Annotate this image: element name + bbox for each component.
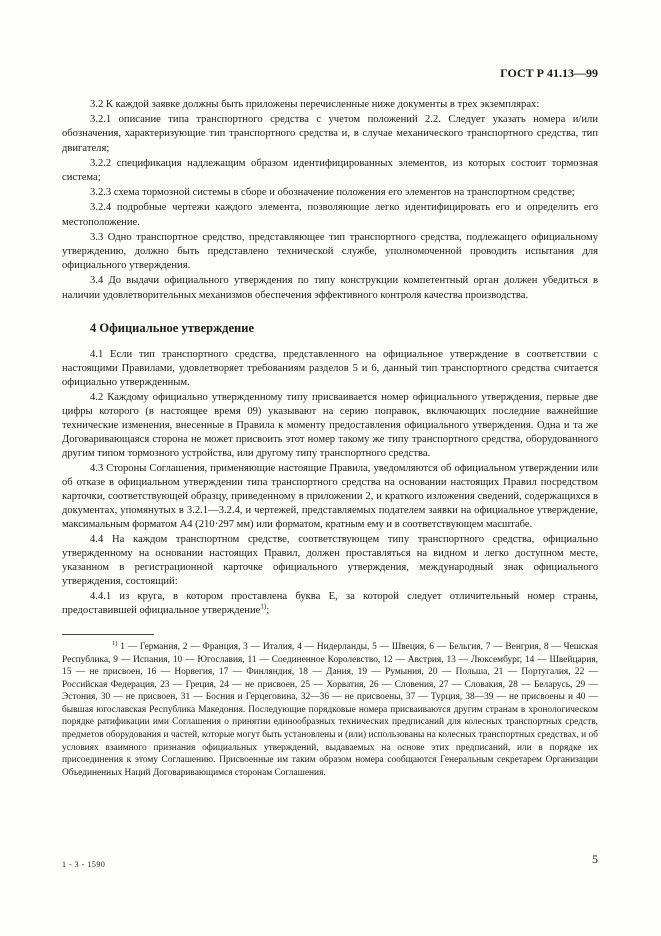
paragraph-4-2: 4.2 Каждому официально утвержденному типу присваивается номер официального утверждения, первые две цифры которого (в настоящее время 09) указывают на серию поправок, включающих последние важнейшие технические изменения, внесенные в Правила к моменту предоставления официального утверждения. Одна и та же Договаривающаяся сторона не может присвоить этот номер такому же типу транспортного средства, оборудованного другим типом тормозного устройства, или другому типу транспортного средства.	[62, 391, 598, 460]
paragraph-3-2-3: 3.2.3 схема тормозной системы в сборе и обозначение положения его элементов на транспортном средстве;	[90, 187, 575, 199]
paragraph-3-2: 3.2 К каждой заявке должны быть приложены перечисленные ниже документы в трех экземплярах:	[90, 99, 540, 110]
footnote-mark: 1)	[112, 639, 118, 647]
paragraph-3-4: 3.4 До выдачи официального утверждения по типу конструкции компетентный орган должен убедиться в наличии удовлетворительных механизмов обеспечения эффективного контроля качества производства.	[62, 275, 598, 301]
footnote	[62, 641, 598, 780]
paragraph-4-4-1-text: 4.4.1 из круга, в котором проставлена буква Е, за которой следует отличительный номер страны, предоставившей официальное утверждение	[62, 590, 598, 616]
footnote-divider	[62, 634, 154, 635]
paragraph-4-4-1-end: ;	[266, 604, 270, 616]
paragraph-4-3: 4.3 Стороны Соглашения, применяющие настоящие Правила, уведомляются об официальном утверждении или об отказе в официальном утверждении типа транспортного средства на основании настоящих Правил посредством карточки, соответствующей образцу, приведенному в приложении 2, и краткого изложения сведений, содержащихся в документах, упомянутых в 3.2.1—3.2.4, и чертежей, представляемых подателем заявки на официальное утверждение, максимальным форматом А4 (210·297 мм) или форматом, кратным ему и в соответствующем масштабе.	[62, 462, 598, 531]
footnote-reference: 1)	[260, 602, 267, 611]
paragraph-3-2-4: 3.2.4 подробные чертежи каждого элемента, позволяющие легко идентифицировать его и определить его местоположение.	[62, 202, 598, 228]
document-body	[62, 98, 598, 779]
section-title: 4 Официальное утверждение	[90, 320, 254, 335]
paragraph-4-4-1	[62, 590, 598, 618]
print-code: 1 - 3 - 1590	[62, 860, 106, 869]
paragraph-3-2-1: 3.2.1 описание типа транспортного средства с учетом положений 2.2. Следует указать номера и/или обозначения, характеризующие тип транспортного средства и, в случае механического транспортного средства, тип двигателя;	[62, 114, 598, 154]
paragraph-3-2-2: 3.2.2 спецификация надлежащим образом идентифицированных элементов, из которых состоит тормозная система;	[62, 157, 598, 184]
paragraph-4-4: 4.4 На каждом транспортном средстве, соответствующем типу транспортного средства, официально утвержденному на основании настоящих Правил, должен проставляться на видном и легко доступном месте, указанном в регистрационной карточке официального утверждения, международный знак официального утверждения, состоящий:	[62, 533, 598, 588]
paragraph-3-3: 3.3 Одно транспортное средство, представляющее тип транспортного средства, подлежащего официальному утверждению, должно быть представлено технической службе, уполномоченной проводить испытания для официального утверждения.	[62, 231, 598, 272]
document-code: ГОСТ Р 41.13—99	[500, 66, 598, 80]
page-number: 5	[592, 852, 598, 866]
footnote-text: 1 — Германия, 2 — Франция, 3 — Италия, 4 — Нидерланды, 5 — Швеция, 6 — Бельгия, 7 — Венгрия, 8 — Чешская Республика, 9 — Испания, 10 — Югославия, 11 — Соединенное Королевство, 12 — Австрия, 13 — Люксембург, 14 — Швейцария, 15 — не присвоен, 16 — Норвегия, 17 — Финляндия, 18 — Дания, 19 — Румыния, 20 — Польша, 21 — Португалия, 22 — Российская Федерация, 23 — Греция, 24 — не присвоен, 25 — Хорватия, 26 — Словения, 27 — Словакия, 28 — Беларусь, 29 — Эстония, 30 — не присвоен, 31 — Босния и Герцеговина, 32—36 — не присвоены, 37 — Турция, 38—39 — не присвоены и 40 — бывшая югославская Республика Македония. Последующие порядковые номера присваиваются другим странам в хронологическом порядке ратификации ими Соглашения о принятии единообразных технических предписаний для колесных транспортных средств, предметов оборудования и частей, которые могут быть установлены и (или) использованы на колесных транспортных средствах, и об условиях взаимного признания официальных утверждений, выдаваемых на основе этих предписаний, или в порядке их присоединения к этому Соглашению. Присвоенные им таким образом номера сообщаются Генеральным секретарем Организации Объединенных Наций Договаривающимся сторонам Соглашения.	[62, 641, 598, 778]
paragraph-4-1: 4.1 Если тип транспортного средства, представленного на официальное утверждение в соответствии с настоящими Правилами, удовлетворяет требованиям разделов 5 и 6, данный тип транспортного средства считается официально утвержденным.	[62, 349, 598, 389]
